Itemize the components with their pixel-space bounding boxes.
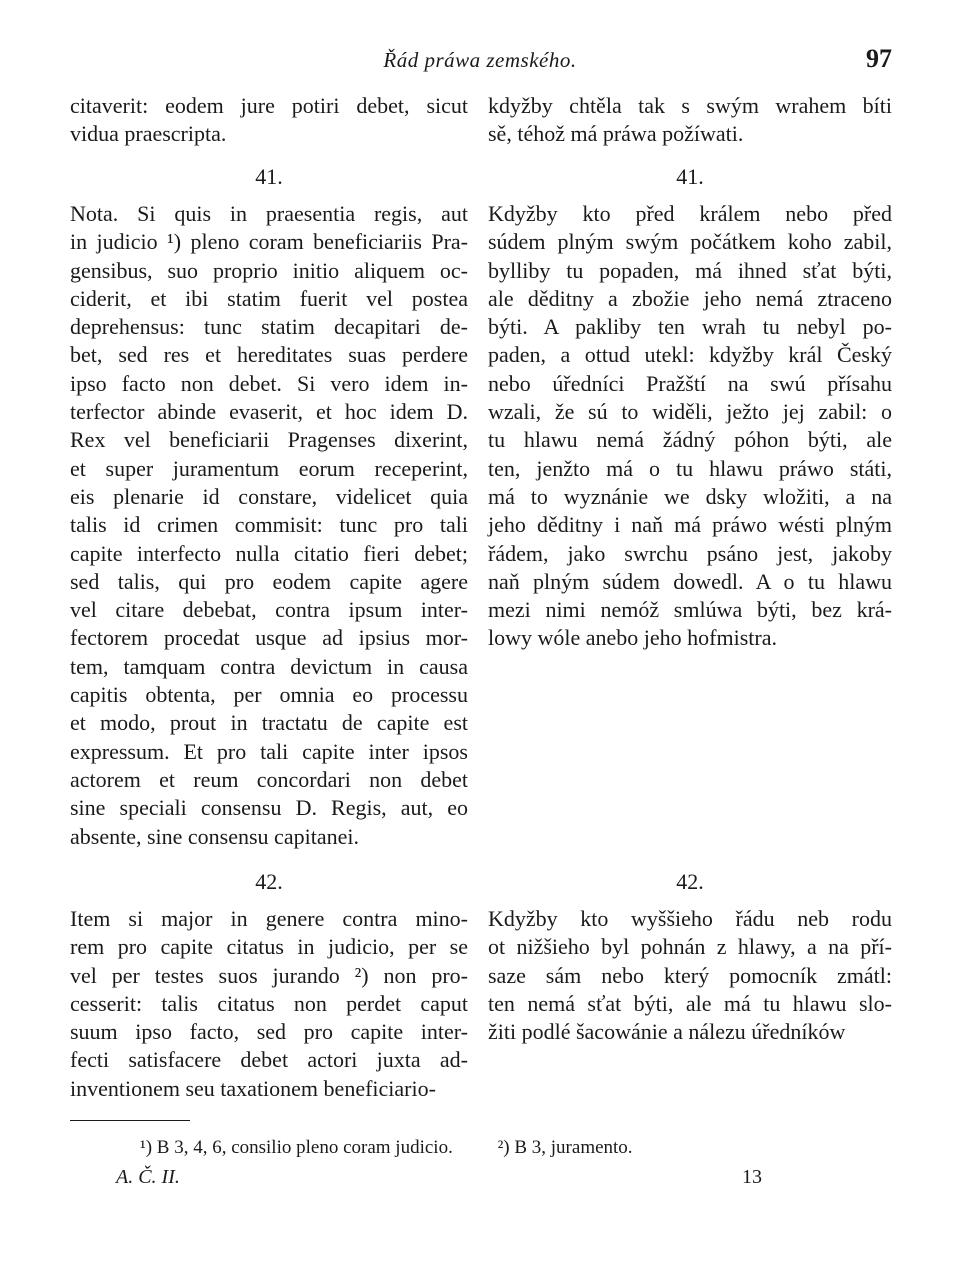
czech-intro <box>488 92 892 149</box>
text-line: súdem plným swým počátkem koho zabil, <box>488 229 892 255</box>
latin-section-41 <box>70 200 468 851</box>
section-heading: 42. <box>676 869 704 894</box>
text-line: Kdyžby kto wyššieho řádu neb rodu <box>488 906 892 931</box>
text-line: bylliby tu popaden, má ihned sťat býti, <box>488 257 892 283</box>
latin-section-42-heading <box>70 868 468 896</box>
text-line: fecti satisfacere debet actori juxta ad- <box>70 1047 468 1073</box>
text-line: řádem, jako swrchu psáno jest, jakoby <box>488 540 892 566</box>
text-line: gensibus, suo proprio initio aliquem oc- <box>70 257 468 283</box>
text-line: kdyžby chtěla tak s swým wrahem bíti <box>488 93 892 118</box>
text-line: Rex vel beneficiarii Pragenses dixerint, <box>70 427 468 453</box>
text-line: nebo úředníci Pražští na swú přísahu <box>488 370 892 396</box>
text-line: citaverit: eodem jure potiri debet, sicut <box>70 93 468 118</box>
text-line: inventionem seu taxationem beneficiario- <box>70 1075 436 1101</box>
text-line: sine speciali consensu D. Regis, aut, eo <box>70 795 468 821</box>
text-line: mezi nimi nemóž smlúwa býti, bez krá- <box>488 597 892 623</box>
text-line: ipso facto non debet. Si vero idem in- <box>70 370 468 396</box>
text-line: ale děditny a zbožie jeho nemá ztraceno <box>488 285 892 311</box>
text-line: deprehensus: tunc statim decapitari de- <box>70 314 468 340</box>
text-line: sed talis, qui pro eodem capite agere <box>70 568 468 594</box>
sheet-number: 13 <box>742 1166 762 1188</box>
running-header: Řád práwa zemského. <box>383 48 577 72</box>
text-line: bet, sed res et hereditates suas perdere <box>70 342 468 368</box>
latin-section-42 <box>70 905 468 1103</box>
text-line: cesserit: talis citatus non perdet caput <box>70 990 468 1016</box>
text-line: býti. A pakliby ten wrah tu nebyl po- <box>488 314 892 340</box>
text-line: tu hlawu nemá žádný póhon býti, ale <box>488 427 892 453</box>
text-line: fectorem procedat usque ad ipsius mor- <box>70 625 468 651</box>
text-line: lowy wóle anebo jeho hofmistra. <box>488 625 777 651</box>
text-line: sě, téhož má práwa požíwati. <box>488 121 744 147</box>
czech-section-42-heading <box>488 868 892 896</box>
text-line: et modo, prout in tractatu de capite est <box>70 710 468 736</box>
text-line: absente, sine consensu capitanei. <box>70 823 359 849</box>
footnote-1: ¹) B 3, 4, 6, consilio pleno coram judicio. <box>140 1137 453 1158</box>
czech-section-41 <box>488 200 892 653</box>
text-line: et super juramentum eorum receperint, <box>70 455 468 481</box>
text-line: vel citare debebat, contra ipsum inter- <box>70 597 468 623</box>
text-line: jeho děditny i naň má práwo wésti plným <box>488 512 892 538</box>
text-line: paden, a ottud utekl: kdyžby král Český <box>488 342 892 368</box>
section-heading: 42. <box>255 869 283 894</box>
text-line: eis plenarie id constare, videlicet quia <box>70 483 468 509</box>
latin-section-41-heading <box>70 163 468 191</box>
text-line: Nota. Si quis in praesentia regis, aut <box>70 201 468 226</box>
czech-section-42 <box>488 905 892 1046</box>
text-line: vidua praescripta. <box>70 121 227 147</box>
printer-signature: A. Č. II. <box>116 1166 180 1188</box>
text-line: ten, jenžto má o tu hlawu práwo státi, <box>488 455 892 481</box>
text-line: expressum. Et pro tali capite inter ipsos <box>70 738 468 764</box>
section-heading: 41. <box>255 164 283 189</box>
text-line: žiti podlé šacowánie a nálezu úředníków <box>488 1019 846 1045</box>
footnotes <box>140 1137 673 1159</box>
text-line: suum ipso facto, sed pro capite inter- <box>70 1019 468 1045</box>
text-line: vel per testes suos jurando ²) non pro- <box>70 962 468 988</box>
latin-intro <box>70 92 468 149</box>
footnote-2: ²) B 3, juramento. <box>497 1137 633 1158</box>
text-line: má to wyznánie we dsky wložiti, a na <box>488 483 892 509</box>
text-line: ot nižšieho byl pohnán z hlawy, a na pří- <box>488 934 892 960</box>
text-line: saze sám nebo který pomocník zmátl: <box>488 962 892 988</box>
text-line: wzali, že sú to widěli, ježto jej zabil: o <box>488 399 892 425</box>
text-line: capite interfecto nulla citatio fieri debet; <box>70 540 468 566</box>
text-line: talis id crimen commisit: tunc pro tali <box>70 512 468 538</box>
text-line: naň plným súdem dowedl. A o tu hlawu <box>488 568 892 594</box>
text-line: tem, tamquam contra devictum in causa <box>70 653 468 679</box>
text-line: in judicio ¹) pleno coram beneficiariis Pra- <box>70 229 468 255</box>
section-heading: 41. <box>676 164 704 189</box>
text-line: ciderit, et ibi statim fuerit vel postea <box>70 285 468 311</box>
footnote-rule <box>70 1120 190 1121</box>
text-line: terfector abinde evaserit, et hoc idem D. <box>70 399 468 425</box>
czech-section-41-heading <box>488 163 892 191</box>
page-number: 97 <box>866 44 892 73</box>
text-line: capitis obtenta, per omnia eo processu <box>70 682 468 708</box>
text-line: Item si major in genere contra mino- <box>70 906 468 931</box>
text-line: actorem et reum concordari non debet <box>70 766 468 792</box>
text-line: ten nemá sťat býti, ale má tu hlawu slo- <box>488 990 892 1016</box>
text-line: Kdyžby kto před králem nebo před <box>488 201 892 226</box>
text-line: rem pro capite citatus in judicio, per se <box>70 934 468 960</box>
